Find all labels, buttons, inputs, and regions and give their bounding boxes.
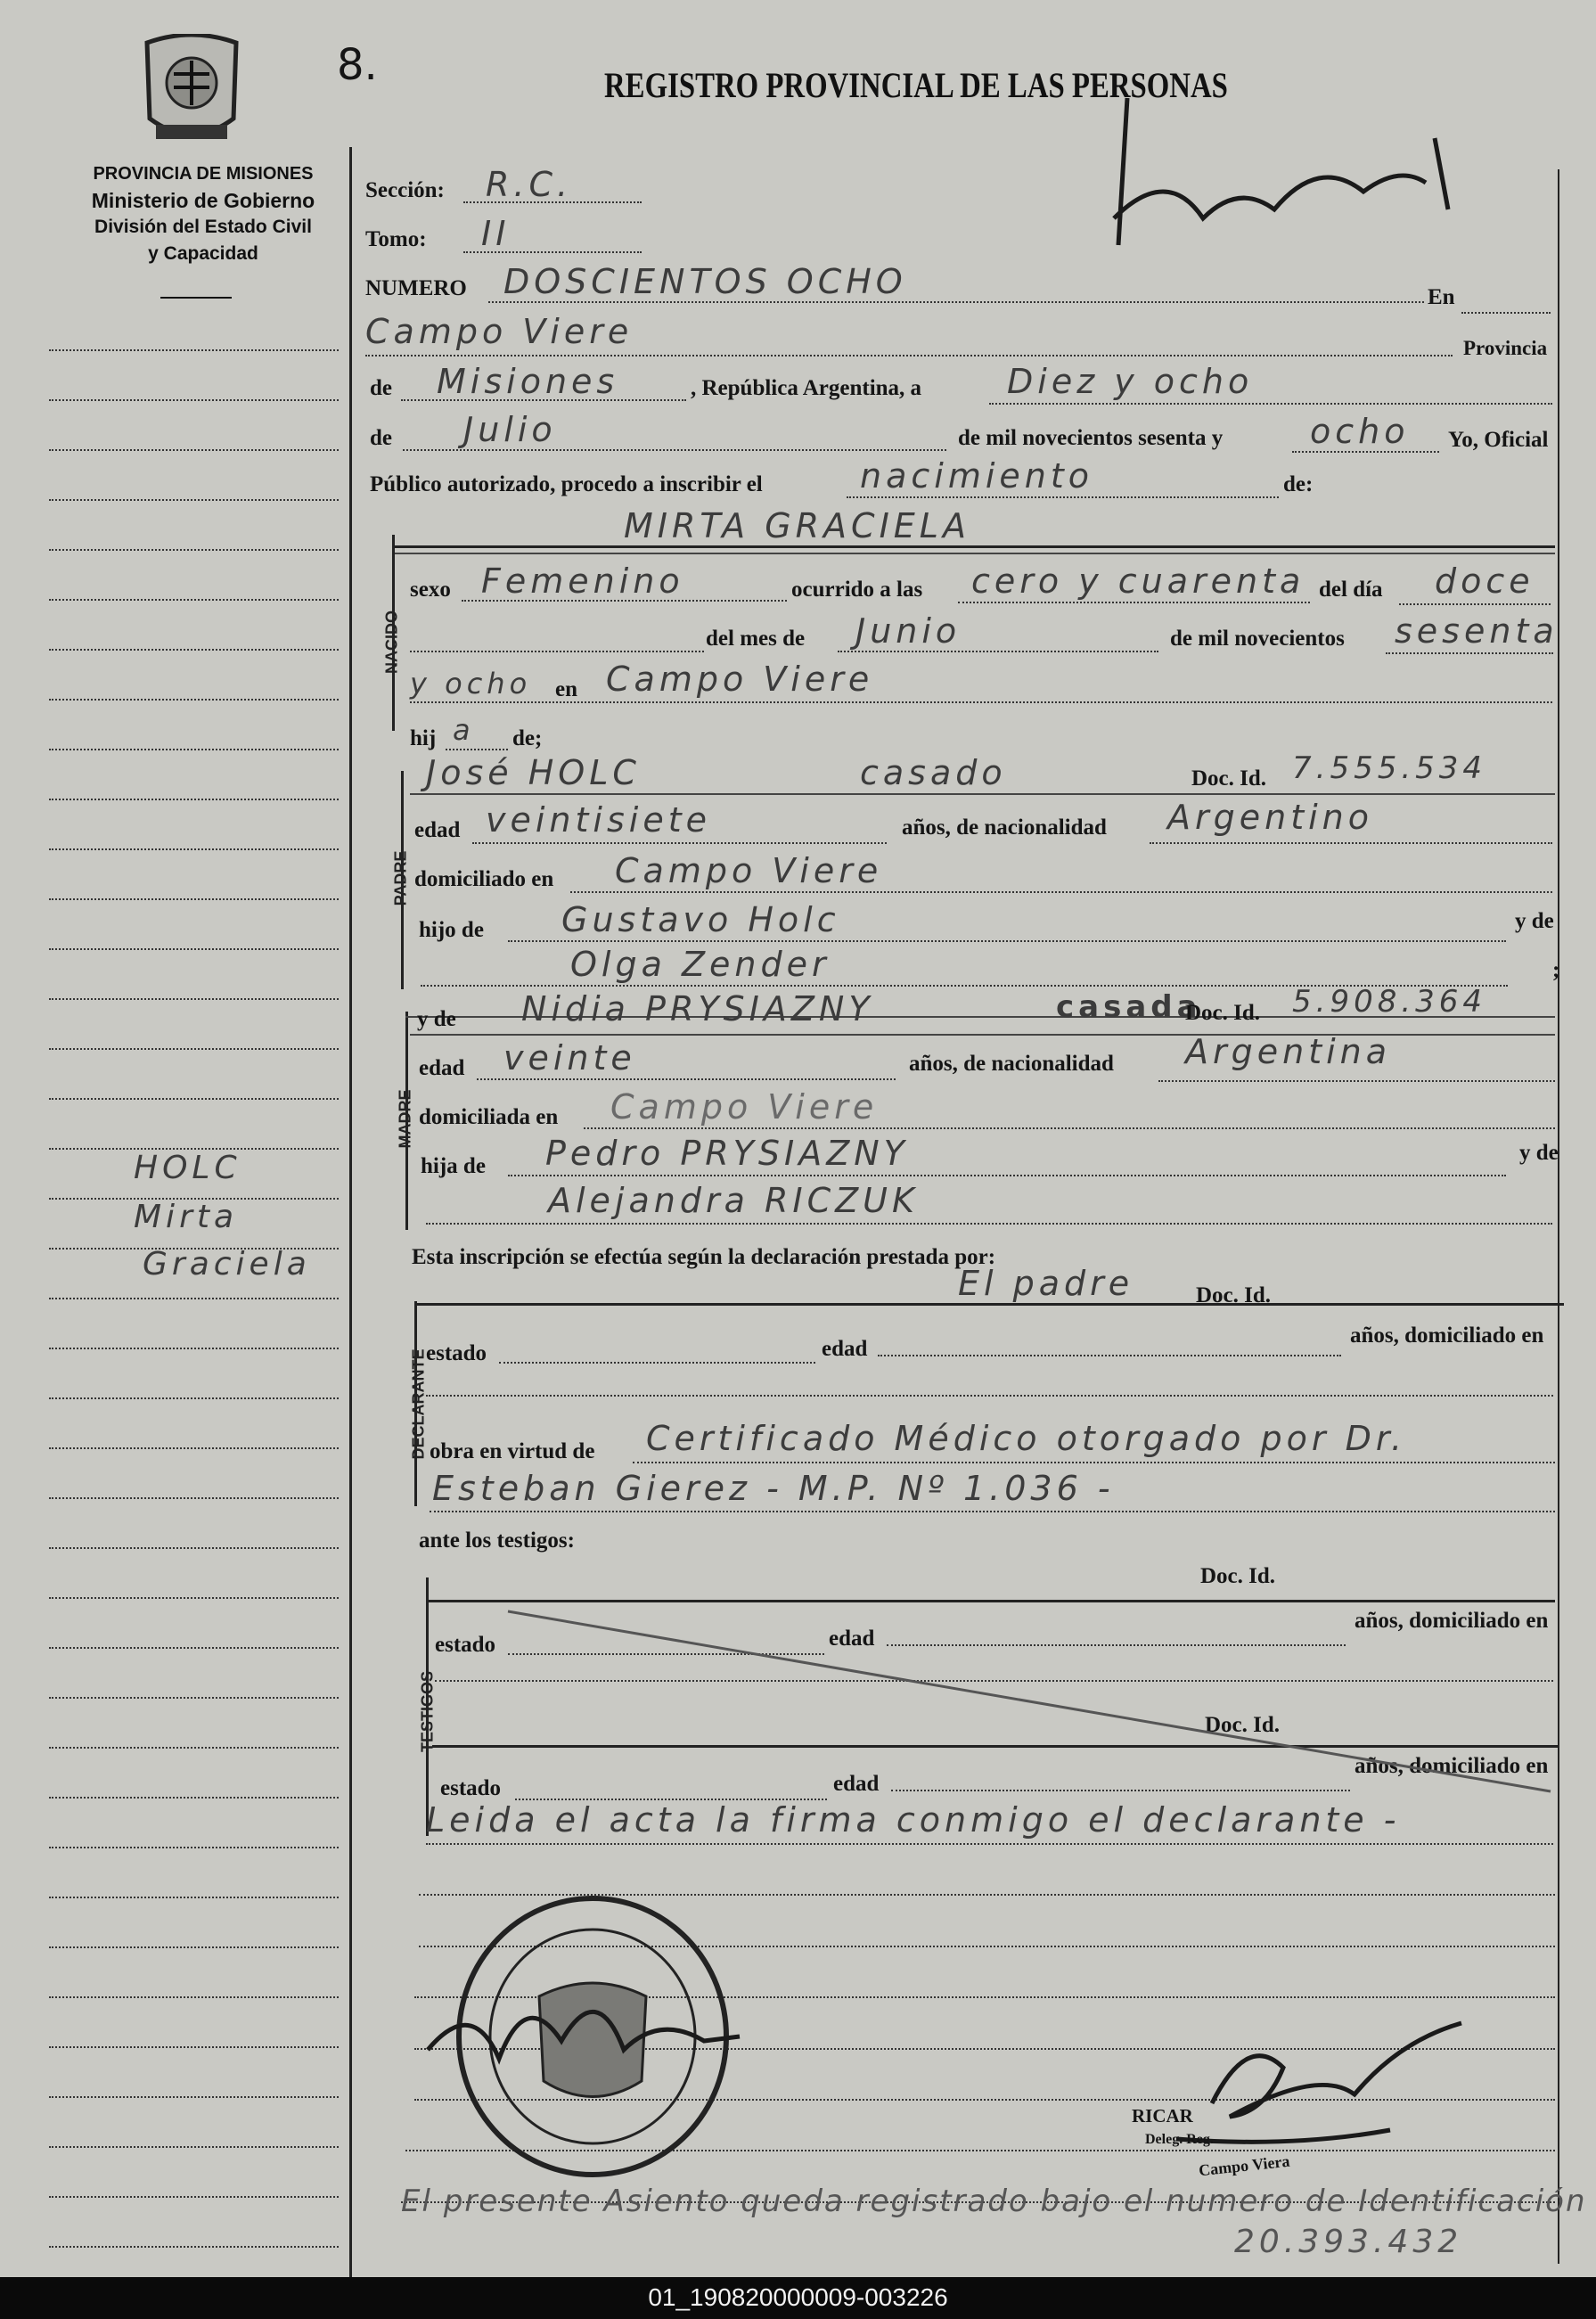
obra-linea1-value: Certificado Médico otorgado por Dr. bbox=[646, 1419, 1407, 1458]
margin-dotted-line bbox=[49, 1447, 339, 1449]
footer-code: 01_190820000009-003226 bbox=[648, 2283, 948, 2311]
margin-dotted-line bbox=[49, 499, 339, 501]
testigo1-anos-label: años, domiciliado en bbox=[1355, 1609, 1549, 1633]
padre-padre-value: Gustavo Holc bbox=[561, 900, 840, 939]
dotted-line bbox=[1461, 312, 1551, 314]
division-heading: División del Estado Civil bbox=[94, 217, 312, 237]
madre-nacionalidad-value: Argentina bbox=[1185, 1032, 1392, 1071]
dotted-line bbox=[1150, 842, 1552, 844]
bottom-note: El presente Asiento queda registrado bajo el numero de Identificación bbox=[401, 2184, 1587, 2219]
dotted-line bbox=[401, 399, 686, 401]
margin-divider bbox=[349, 147, 352, 2277]
margin-dotted-line bbox=[49, 1547, 339, 1549]
madre-madre-value: Alejandra RICZUK bbox=[548, 1181, 919, 1220]
declaracion-label: Esta inscripción se efectúa según la declaración prestada por: bbox=[412, 1245, 996, 1269]
ocurrido-label: ocurrido a las bbox=[791, 578, 923, 602]
madre-edad-value: veinte bbox=[503, 1038, 636, 1078]
margin-note-name2: Graciela bbox=[143, 1246, 311, 1282]
hij-label: hij bbox=[410, 726, 437, 750]
provincia-value: Misiones bbox=[437, 362, 619, 401]
testigo1-edad-label: edad bbox=[829, 1627, 875, 1651]
tomo-value: II bbox=[481, 214, 511, 253]
ministry-heading: Ministerio de Gobierno bbox=[91, 189, 315, 212]
margin-dotted-line bbox=[49, 2146, 339, 2148]
dotted-line bbox=[633, 1462, 1555, 1463]
dotted-line bbox=[1386, 652, 1553, 654]
declarant-signature bbox=[419, 1961, 757, 2094]
dotted-line bbox=[838, 651, 1158, 652]
margin-dotted-line bbox=[49, 898, 339, 900]
ano-inscripcion-value: ocho bbox=[1310, 412, 1410, 451]
dotted-line bbox=[499, 1362, 815, 1364]
testigo1-doc-label: Doc. Id. bbox=[1200, 1564, 1276, 1588]
solid-line bbox=[392, 545, 1555, 548]
madre-edad-label: edad bbox=[419, 1056, 465, 1080]
declarante-edad-label: edad bbox=[822, 1337, 868, 1361]
numero-label: NUMERO bbox=[365, 276, 467, 300]
testigo2-estado-label: estado bbox=[440, 1776, 502, 1800]
official-signature bbox=[1158, 2005, 1497, 2148]
declarante-doc-label: Doc. Id. bbox=[1196, 1283, 1272, 1307]
dotted-line bbox=[403, 449, 946, 451]
provincia-label: Provincia bbox=[1463, 337, 1548, 359]
en-label-2: en bbox=[555, 677, 577, 701]
en-label: En bbox=[1428, 285, 1455, 309]
margin-dotted-line bbox=[49, 699, 339, 701]
dotted-line bbox=[463, 201, 642, 203]
margin-dotted-line bbox=[49, 349, 339, 351]
margin-dotted-line bbox=[49, 1946, 339, 1948]
dotted-line bbox=[472, 842, 887, 844]
margin-dotted-line bbox=[49, 848, 339, 850]
margin-dotted-line bbox=[49, 1497, 339, 1499]
margin-dotted-line bbox=[49, 449, 339, 451]
margin-dotted-line bbox=[49, 749, 339, 750]
margin-dotted-line bbox=[49, 1597, 339, 1599]
margin-dotted-line bbox=[49, 2046, 339, 2048]
dotted-line bbox=[847, 496, 1279, 498]
madre-hija-label: hija de bbox=[421, 1154, 486, 1178]
margin-dotted-line bbox=[49, 599, 339, 601]
side-label-padre: PADRE bbox=[391, 850, 410, 906]
madre-domicilio-value: Campo Viere bbox=[610, 1087, 879, 1127]
margin-dotted-line bbox=[49, 1298, 339, 1299]
madre-nombre-value: Nidia PRYSIAZNY bbox=[521, 989, 874, 1028]
padre-nac-label: años, de nacionalidad bbox=[902, 815, 1107, 840]
padre-doc-value: 7.555.534 bbox=[1292, 750, 1487, 786]
margin-dotted-line bbox=[49, 1996, 339, 1998]
padre-y-de-label: y de bbox=[1515, 909, 1554, 933]
margin-dotted-line bbox=[49, 2196, 339, 2198]
lugar-nac-value: Campo Viere bbox=[606, 660, 874, 699]
margin-dotted-line bbox=[49, 1098, 339, 1100]
madre-y-de-label: y de bbox=[417, 1007, 456, 1031]
margin-dotted-line bbox=[49, 549, 339, 551]
testigo2-edad-label: edad bbox=[833, 1772, 880, 1796]
dia-inscripcion-value: Diez y ocho bbox=[1007, 362, 1254, 401]
declarante-anos-label: años, domiciliado en bbox=[1350, 1323, 1544, 1348]
margin-dotted-line bbox=[49, 1697, 339, 1699]
de-mil-nov-label: de mil novecientos bbox=[1170, 627, 1345, 651]
mes-inscripcion-value: Julio bbox=[463, 410, 557, 449]
solid-line bbox=[428, 1600, 1555, 1602]
dotted-line bbox=[1158, 1080, 1555, 1082]
side-label-nacido: NACIDO bbox=[382, 610, 401, 674]
dotted-line bbox=[426, 1843, 1553, 1845]
dotted-line bbox=[508, 1175, 1506, 1176]
madre-doc-value: 5.908.364 bbox=[1292, 984, 1487, 1020]
page-number: 8. bbox=[337, 40, 378, 90]
registrar-signature bbox=[1096, 85, 1470, 263]
dotted-line bbox=[365, 355, 1453, 356]
solid-line bbox=[414, 1303, 1564, 1306]
margin-dotted-line bbox=[49, 649, 339, 651]
hij-suffix-value: a bbox=[453, 713, 475, 747]
mes-value: Junio bbox=[855, 611, 962, 651]
document-title: REGISTRO PROVINCIAL DE LAS PERSONAS bbox=[604, 65, 1228, 105]
dotted-line bbox=[488, 301, 1424, 303]
dotted-line bbox=[462, 600, 787, 602]
margin-note-name1: Mirta bbox=[134, 1199, 239, 1235]
del-dia-label: del día bbox=[1319, 578, 1383, 602]
republica-label: , República Argentina, a bbox=[691, 376, 922, 400]
lectura-value: Leida el acta la firma conmigo el declarante - bbox=[426, 1800, 1401, 1840]
side-label-declarante: DECLARANTE bbox=[409, 1348, 428, 1460]
padre-edad-value: veintisiete bbox=[486, 800, 711, 840]
declarante-estado-label: estado bbox=[426, 1341, 487, 1365]
de-colon-label: de: bbox=[1283, 472, 1314, 496]
margin-dotted-line bbox=[49, 399, 339, 401]
coat-of-arms-icon bbox=[134, 34, 250, 154]
sexo-label: sexo bbox=[410, 578, 451, 602]
ano-nac-b-value: y ocho bbox=[410, 667, 532, 701]
obra-linea2-value: Esteban Gierez - M.P. Nº 1.036 - bbox=[432, 1469, 1115, 1508]
margin-dotted-line bbox=[49, 1348, 339, 1349]
margin-dotted-line bbox=[49, 799, 339, 800]
padre-edad-label: edad bbox=[414, 818, 461, 842]
side-label-testigos: TESTIGOS bbox=[418, 1671, 437, 1753]
testigos-label: ante los testigos: bbox=[419, 1528, 575, 1553]
acto-value: nacimiento bbox=[860, 456, 1094, 496]
testigo2-doc-label: Doc. Id. bbox=[1205, 1713, 1281, 1737]
dotted-line bbox=[570, 891, 1552, 893]
dotted-line bbox=[477, 1078, 896, 1080]
sexo-value: Femenino bbox=[481, 561, 684, 601]
dotted-line bbox=[584, 1127, 1555, 1129]
padre-nacionalidad-value: Argentino bbox=[1167, 798, 1373, 837]
ano-nac-a-value: sesenta bbox=[1395, 611, 1559, 651]
dotted-line bbox=[446, 749, 508, 750]
de-label: de bbox=[370, 376, 392, 400]
right-border bbox=[1558, 169, 1559, 2264]
stamp-official-place: Campo Viera bbox=[1198, 2151, 1291, 2180]
de-semi-label: de; bbox=[512, 726, 543, 750]
solid-line bbox=[410, 793, 1555, 795]
padre-dom-label: domiciliado en bbox=[414, 867, 554, 891]
madre-y-de-2-label: y de bbox=[1519, 1141, 1559, 1165]
margin-dotted-line bbox=[49, 998, 339, 1000]
dotted-line bbox=[430, 1511, 1555, 1512]
margin-dotted-line bbox=[49, 1397, 339, 1399]
de-label-2: de bbox=[370, 426, 392, 450]
province-heading: PROVINCIA DE MISIONES bbox=[93, 164, 314, 184]
tomo-label: Tomo: bbox=[365, 227, 427, 251]
testigo2-anos-label: años, domiciliado en bbox=[1355, 1754, 1549, 1778]
yo-oficial-label: Yo, Oficial bbox=[1448, 428, 1549, 452]
padre-madre-value: Olga Zender bbox=[570, 945, 831, 984]
publico-label: Público autorizado, procedo a inscribir el bbox=[370, 472, 763, 496]
dotted-line bbox=[426, 1223, 1552, 1225]
numero-value: DOSCIENTOS OCHO bbox=[503, 262, 907, 301]
padre-domicilio-value: Campo Viere bbox=[615, 851, 883, 890]
id-number: 20.393.432 bbox=[1234, 2224, 1463, 2260]
padre-nombre-value: José HOLC bbox=[426, 753, 641, 792]
declarante-value: El padre bbox=[958, 1264, 1134, 1303]
madre-doc-label: Doc. Id. bbox=[1185, 1001, 1261, 1025]
header-rule bbox=[160, 297, 232, 299]
dia-value: doce bbox=[1435, 561, 1535, 601]
lugar-value: Campo Viere bbox=[365, 312, 634, 351]
stamp-official-name: RICAR bbox=[1132, 2105, 1193, 2126]
margin-dotted-line bbox=[49, 1048, 339, 1050]
margin-dotted-line bbox=[49, 2246, 339, 2248]
margin-dotted-line bbox=[49, 1747, 339, 1749]
cancellation-stroke bbox=[499, 1604, 1568, 1800]
dotted-line bbox=[410, 701, 1552, 703]
side-label-madre: MADRE bbox=[396, 1089, 414, 1149]
dotted-line bbox=[508, 940, 1506, 942]
margin-dotted-line bbox=[49, 1797, 339, 1799]
madre-dom-label: domiciliada en bbox=[419, 1105, 559, 1129]
margin-dotted-line bbox=[49, 1847, 339, 1848]
dotted-line bbox=[1399, 603, 1551, 605]
seccion-label: Sección: bbox=[365, 178, 445, 202]
testigo1-estado-label: estado bbox=[435, 1633, 496, 1657]
dotted-line bbox=[1292, 451, 1439, 453]
del-mes-label: del mes de bbox=[706, 627, 806, 651]
margin-dotted-line bbox=[49, 948, 339, 950]
stamp-official-role: Deleg. Reg. bbox=[1145, 2132, 1214, 2147]
dotted-line bbox=[958, 602, 1310, 603]
madre-padre-value: Pedro PRYSIAZNY bbox=[545, 1134, 909, 1173]
margin-note-surname: HOLC bbox=[134, 1150, 241, 1186]
dotted-line bbox=[410, 651, 704, 652]
nombre-value: MIRTA GRACIELA bbox=[624, 506, 970, 545]
margin-dotted-line bbox=[49, 2096, 339, 2098]
dotted-line bbox=[989, 403, 1552, 405]
madre-estado-value: casada bbox=[1056, 989, 1202, 1025]
solid-line bbox=[392, 553, 1555, 554]
dotted-line bbox=[463, 251, 642, 253]
madre-nac-label: años, de nacionalidad bbox=[909, 1052, 1114, 1076]
seccion-value: R.C. bbox=[486, 165, 573, 204]
obra-label: obra en virtud de bbox=[430, 1439, 595, 1463]
margin-dotted-line bbox=[49, 1897, 339, 1898]
margin-dotted-line bbox=[49, 1647, 339, 1649]
dotted-line bbox=[426, 1395, 1553, 1397]
dotted-line bbox=[878, 1355, 1341, 1356]
de-mil-label: de mil novecientos sesenta y bbox=[958, 426, 1224, 450]
hora-value: cero y cuarenta bbox=[971, 561, 1305, 601]
capacity-heading: y Capacidad bbox=[148, 243, 258, 264]
padre-doc-label: Doc. Id. bbox=[1191, 766, 1267, 791]
padre-estado-value: casado bbox=[860, 753, 1007, 792]
padre-semicolon: ; bbox=[1552, 958, 1560, 982]
padre-hijo-label: hijo de bbox=[419, 918, 484, 942]
